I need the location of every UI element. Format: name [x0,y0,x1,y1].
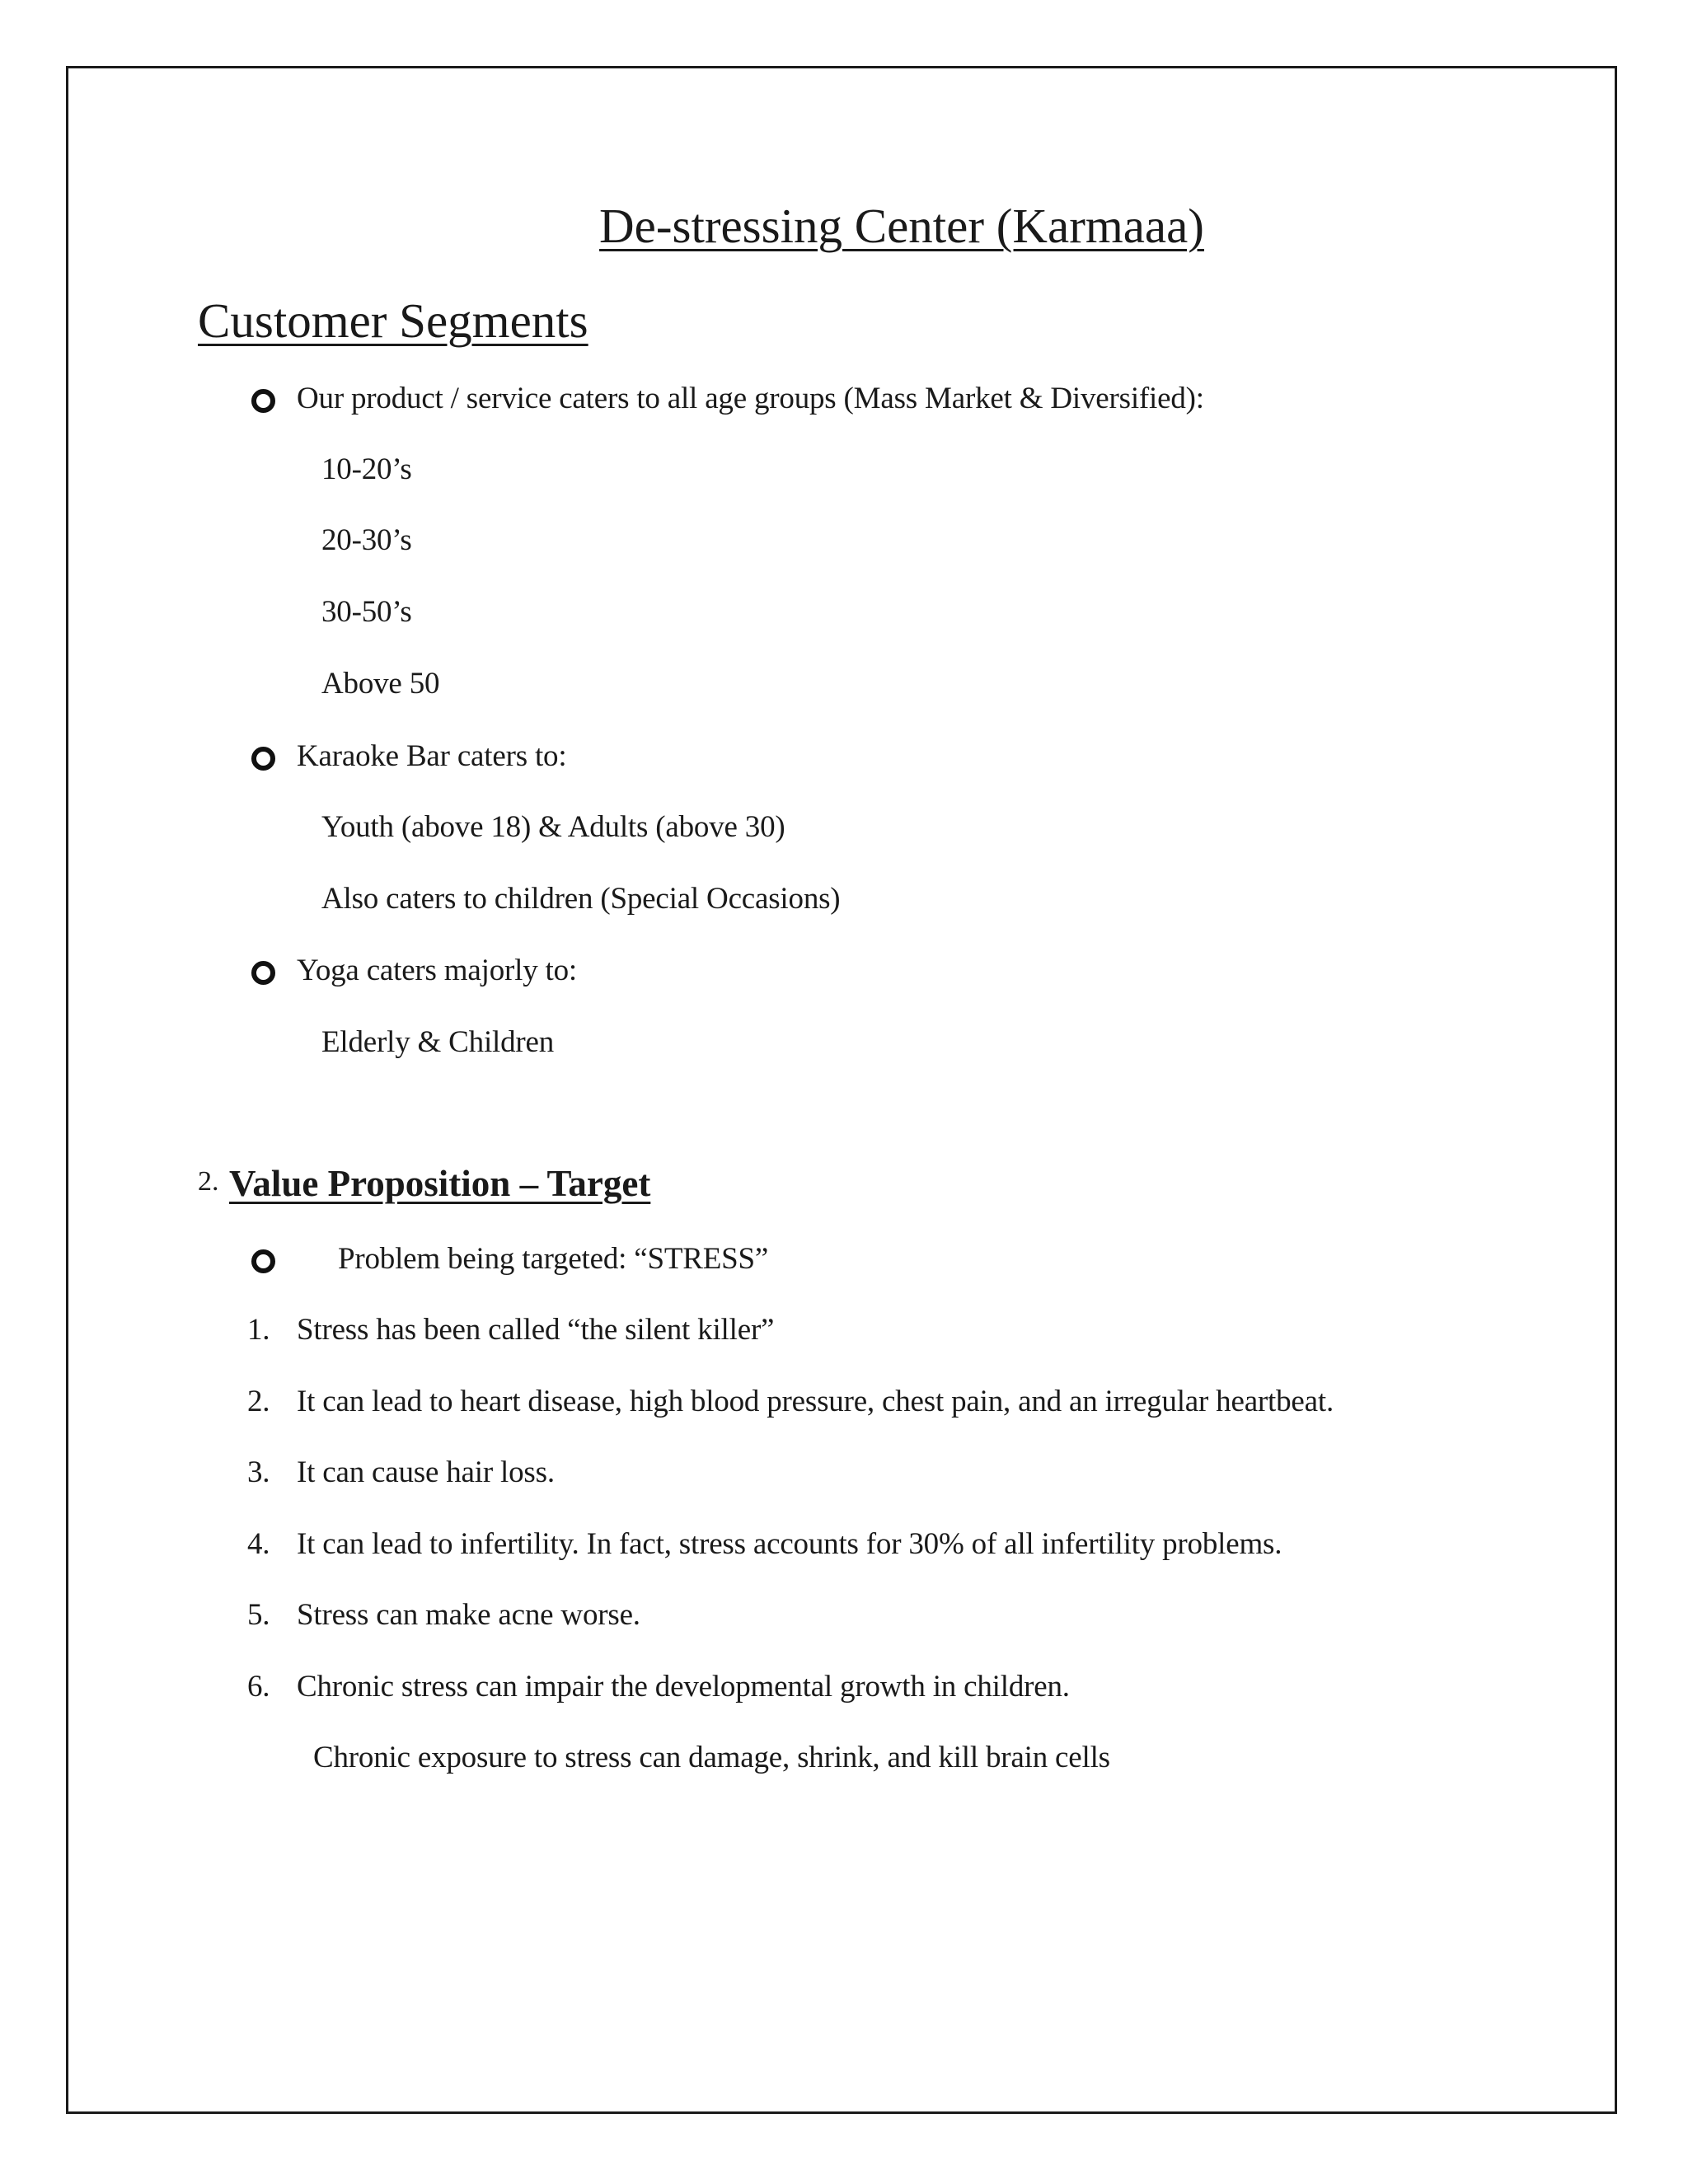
point-number: 1. [247,1313,270,1347]
segment-item: Youth (above 18) & Adults (above 30) [321,810,785,844]
segment-item: Also caters to children (Special Occasions) [321,882,841,916]
segment-item: 10-20’s [321,452,412,486]
point-text: Stress can make acne worse. [297,1598,640,1632]
hollow-bullet-icon [251,747,275,771]
segment-group-text: Yoga caters majorly to: [297,954,577,987]
segment-group-text: Karaoke Bar caters to: [297,739,567,773]
value-proposition-heading: Value Proposition – Target [229,1163,651,1204]
problem-statement: Problem being targeted: “STRESS” [338,1242,769,1276]
point-number: 3. [247,1455,270,1489]
hollow-bullet-icon [251,1249,275,1273]
segment-item: 20-30’s [321,523,412,557]
hollow-bullet-icon [251,961,275,985]
point-number: 6. [247,1670,270,1704]
point-number: 2. [247,1385,270,1418]
segment-item: 30-50’s [321,595,412,629]
page-border [66,66,1617,2114]
point-number: 5. [247,1598,270,1632]
point-text: Stress has been called “the silent killer” [297,1313,775,1347]
point-number: 4. [247,1527,270,1561]
customer-segments-heading: Customer Segments [198,293,588,348]
hollow-bullet-icon [251,389,275,413]
extra-line: Chronic exposure to stress can damage, shrink, and kill brain cells [313,1741,1110,1774]
point-text: It can cause hair loss. [297,1455,555,1489]
section-number: 2. [198,1166,219,1197]
segment-item: Above 50 [321,667,440,701]
document-title: De-stressing Center (Karmaaa) [599,199,1204,253]
point-text: It can lead to heart disease, high blood pressure, chest pain, and an irregular heartbeat. [297,1385,1334,1418]
segment-group-text: Our product / service caters to all age groups (Mass Market & Diversified): [297,382,1204,415]
point-text: It can lead to infertility. In fact, stress accounts for 30% of all infertility problems. [297,1527,1282,1561]
point-text: Chronic stress can impair the developmental growth in children. [297,1670,1070,1704]
segment-item: Elderly & Children [321,1025,555,1059]
